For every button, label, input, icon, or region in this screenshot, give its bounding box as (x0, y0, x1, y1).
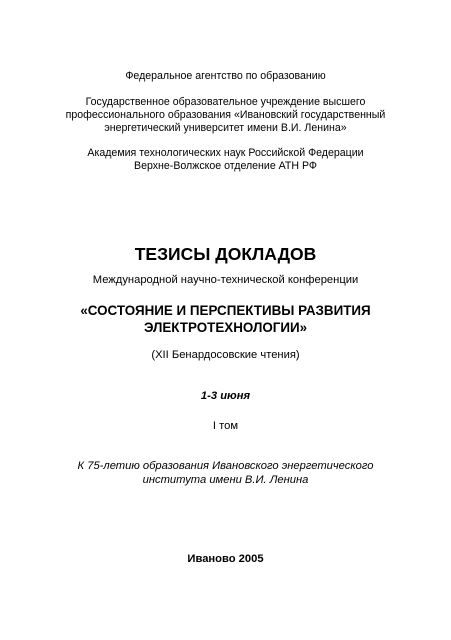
dedication-line-2: института имени В.И. Ленина (142, 474, 309, 486)
institution-line-2: профессионального образования «Ивановский государственный (65, 109, 386, 121)
conference-type: Международной научно-технической конференции (92, 274, 359, 286)
institution-line-1: Государственное образовательное учреждение высшего (85, 96, 366, 108)
conference-name-line-1: «СОСТОЯНИЕ И ПЕРСПЕКТИВЫ РАЗВИТИЯ (80, 303, 371, 318)
dates-line: 1-3 июня (200, 390, 251, 402)
institution-line-3: энергетический университет имени В.И. Ленина» (104, 122, 347, 134)
readings-line: (XII Бенардосовские чтения) (151, 349, 300, 361)
agency-line: Федеральное агентство по образованию (125, 70, 326, 82)
academy-line-1: Академия технологических наук Российской Федерации (87, 147, 364, 159)
place-year: Иваново 2005 (187, 553, 264, 565)
conference-name-line-2: ЭЛЕКТРОТЕХНОЛОГИИ» (143, 320, 308, 335)
volume-line: I том (212, 420, 239, 432)
page-title: ТЕЗИСЫ ДОКЛАДОВ (134, 244, 317, 264)
academy-line-2: Верхне-Волжское отделение АТН РФ (134, 160, 317, 172)
dedication-line-1: К 75-летию образования Ивановского энергетического (77, 460, 374, 472)
